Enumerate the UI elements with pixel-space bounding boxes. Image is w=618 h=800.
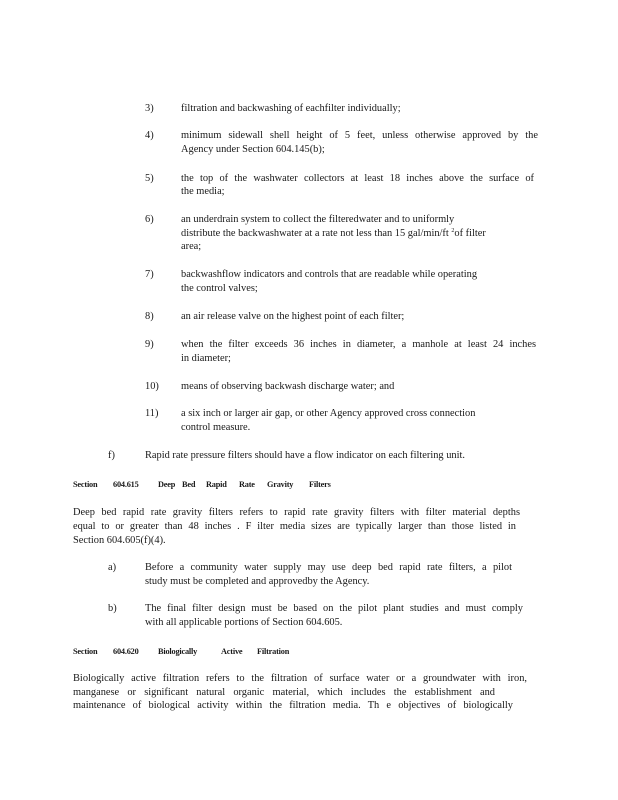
list-letter: f)	[108, 450, 115, 461]
list-number: 4)	[145, 130, 154, 141]
paragraph-line: Deep bed rapid rate gravity filters refers to rapid rate gravity filters with filter material depths	[73, 507, 520, 518]
list-item-text: the top of the washwater collectors at least 18 inches above the surface of	[181, 173, 534, 184]
paragraph-line: manganese or significant natural organic material, which includes the establishment and	[73, 687, 495, 698]
section-heading: Section 604.620 Biologically Active Filtration	[73, 647, 290, 656]
paragraph-line: Section 604.605(f)(4).	[73, 535, 166, 546]
list-item-text: Agency under Section 604.145(b);	[181, 144, 325, 155]
list-item-text: distribute the backwashwater at a rate not less than 15 gal/min/ft $^2$of filter	[181, 228, 486, 239]
list-item-text: an air release valve on the highest point of each filter;	[181, 311, 405, 322]
list-item-text: an underdrain system to collect the filteredwater and to uniformly	[181, 214, 455, 225]
section-heading: Section 604.615 Deep Bed Rapid Rate Gravity Filters	[73, 480, 331, 489]
list-item-text: the media;	[181, 186, 225, 197]
list-item-text: backwashflow indicators and controls that are readable while operating	[181, 269, 478, 280]
list-item-text: study must be completed and approvedby the Agency.	[145, 576, 370, 587]
paragraph-line: equal to or greater than 48 inches . F ilter media sizes are typically larger than those listed in	[73, 521, 516, 532]
list-item-text: in diameter;	[181, 353, 231, 364]
list-letter: b)	[108, 603, 117, 614]
list-item-text: filtration and backwashing of eachfilter individually;	[181, 103, 401, 114]
list-number: 5)	[145, 173, 154, 184]
list-item-text: with all applicable portions of Section 604.605.	[145, 617, 343, 628]
list-letter: a)	[108, 562, 117, 573]
list-number: 6)	[145, 214, 154, 225]
list-number: 11)	[145, 408, 159, 419]
list-item-text: when the filter exceeds 36 inches in diameter, a manhole at least 24 inches	[181, 339, 536, 350]
list-item-text: control measure.	[181, 422, 251, 433]
list-item-text: Before a community water supply may use deep bed rapid rate filters, a pilot	[145, 562, 512, 573]
list-item-text: The final filter design must be based on the pilot plant studies and must comply	[145, 603, 523, 614]
list-number: 9)	[145, 339, 154, 350]
list-item-text: Rapid rate pressure filters should have a flow indicator on each filtering unit.	[145, 450, 465, 461]
paragraph-line: Biologically active filtration refers to the filtration of surface water or a groundwater with iron,	[73, 673, 527, 684]
list-item-text: area;	[181, 241, 202, 252]
list-item-text: means of observing backwash discharge water; and	[181, 381, 395, 392]
list-item-text: minimum sidewall shell height of 5 feet, unless otherwise approved by the	[181, 130, 538, 141]
list-number: 7)	[145, 269, 154, 280]
superscript: 2	[451, 228, 455, 234]
list-number: 3)	[145, 103, 154, 114]
list-number: 10)	[145, 381, 159, 392]
list-number: 8)	[145, 311, 154, 322]
list-item-text: a six inch or larger air gap, or other Agency approved cross connection	[181, 408, 476, 419]
list-item-text: the control valves;	[181, 283, 258, 294]
paragraph-line: maintenance of biological activity within the filtration media. Th e objectives of biologically	[73, 700, 513, 711]
